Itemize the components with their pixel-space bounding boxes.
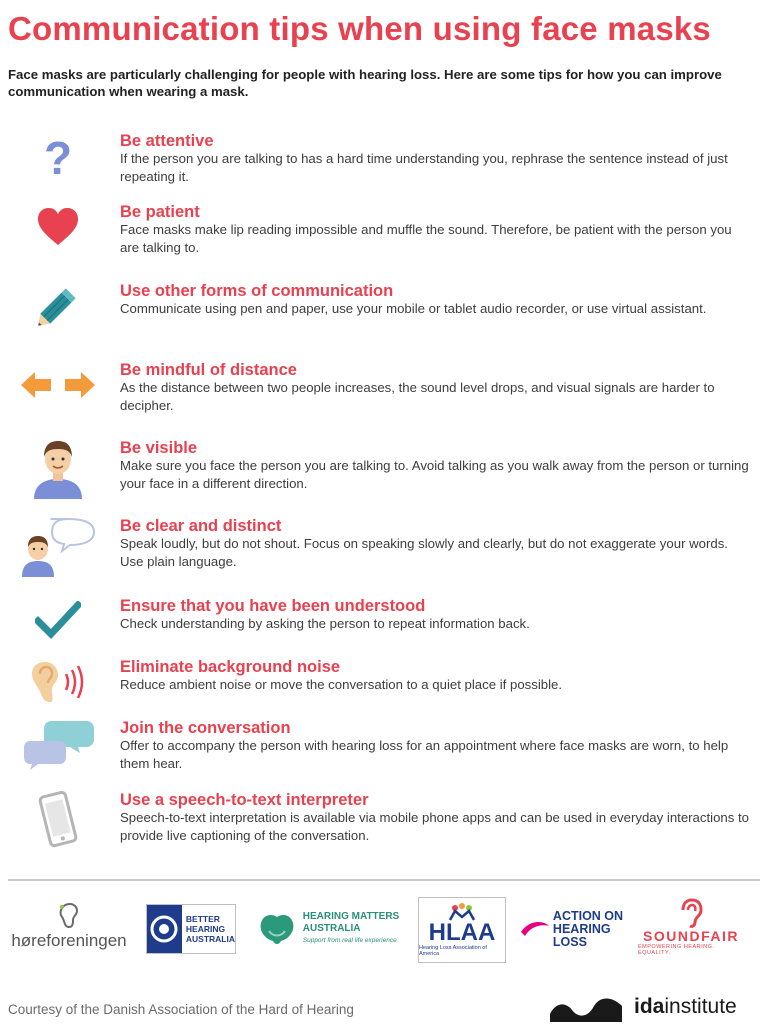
speech-bubbles-icon xyxy=(18,719,98,771)
hearing-matters-tagline: Support from real life experience xyxy=(302,937,397,944)
horeforeningen-name: høreforeningen xyxy=(11,931,127,950)
soundfair-name: SOUNDFAIR xyxy=(643,928,739,944)
better-hearing-emblem-icon xyxy=(147,905,182,953)
ida-bold-text: ida xyxy=(634,995,665,1018)
person-icon xyxy=(18,439,98,499)
tip-heading: Be attentive xyxy=(120,132,214,150)
action-line1: ACTION ON xyxy=(552,908,624,923)
tip-description: If the person you are talking to has a hard time understanding you, rephrase the sentence instead of just repeating it. xyxy=(120,151,728,184)
footer-credit: Courtesy of the Danish Association of the Hard of Hearing xyxy=(8,1002,354,1017)
distance-arrows-icon xyxy=(18,361,98,409)
tip-heading: Use a speech-to-text interpreter xyxy=(120,791,369,809)
tip-description: Speak loudly, but do not shout. Focus on speaking slowly and clearly, but do not exaggerate your words. Use plain language. xyxy=(120,536,728,569)
svg-text:?: ? xyxy=(43,132,73,180)
tip-heading: Be mindful of distance xyxy=(120,361,297,379)
horeforeningen-logo xyxy=(6,895,132,959)
tip-description: Speech-to-text interpretation is available via mobile phone apps and can be used in everyday interactions to provide live captioning of the conversation. xyxy=(120,810,749,843)
better-hearing-line3: AUSTRALIA xyxy=(185,934,235,944)
action-on-hearing-loss-swoosh-icon xyxy=(519,918,551,940)
hlaa-fullname: Hearing Loss Association of America xyxy=(419,945,487,957)
tip-heading: Use other forms of communication xyxy=(120,282,394,300)
tip-description: Face masks make lip reading impossible and muffle the sound. Therefore, be patient with the person you are talking to. xyxy=(120,222,732,255)
hlaa-acronym: HLAA xyxy=(428,919,496,946)
tip-heading: Join the conversation xyxy=(120,719,291,737)
tip-heading: Be patient xyxy=(120,203,200,221)
footer-divider xyxy=(8,879,760,881)
heart-icon xyxy=(18,203,98,251)
better-hearing-australia-logo xyxy=(146,900,236,958)
tip-description: As the distance between two people increases, the sound level drops, and visual signals are harder to decipher. xyxy=(120,380,715,413)
page-title: Communication tips when using face masks xyxy=(8,10,711,47)
tip-description: Reduce ambient noise or move the conversation to a quiet place if possible. xyxy=(120,677,563,692)
mobile-phone-icon xyxy=(18,791,98,847)
checkmark-icon xyxy=(18,597,98,645)
hearing-matters-line1: HEARING MATTERS xyxy=(302,911,400,922)
action-on-hearing-loss-logo xyxy=(514,900,628,958)
tip-description: Make sure you face the person you are talking to. Avoid talking as you walk away from the person or turning your face in a different direction. xyxy=(120,458,749,491)
tip-description: Check understanding by asking the person to repeat information back. xyxy=(120,616,530,631)
pencil-icon xyxy=(18,282,98,330)
tip-heading: Be visible xyxy=(120,439,198,457)
tip-heading: Eliminate background noise xyxy=(120,658,341,676)
question-mark-icon xyxy=(18,132,98,180)
tip-heading: Be clear and distinct xyxy=(120,517,282,535)
intro-text: Face masks are particularly challenging for people with hearing loss. Here are some tips for how you can improve communication when wearing a mask. xyxy=(8,67,722,99)
hearing-matters-line2: AUSTRALIA xyxy=(302,923,361,934)
tip-heading: Ensure that you have been understood xyxy=(120,597,426,615)
better-hearing-line2: HEARING xyxy=(185,924,226,934)
hearing-matters-australia-logo xyxy=(248,900,408,958)
soundfair-tagline: EMPOWERING HEARING. EQUALITY. xyxy=(638,944,715,956)
better-hearing-line1: BETTER xyxy=(185,914,220,924)
ida-light-text: institute xyxy=(664,995,737,1018)
ida-institute-logo xyxy=(548,994,752,1022)
soundfair-logo xyxy=(638,895,744,959)
soundfair-ear-icon xyxy=(678,898,704,928)
hearing-matters-map-icon xyxy=(257,909,297,949)
action-line2: HEARING xyxy=(552,921,611,936)
ida-institute-wave-icon xyxy=(548,994,626,1022)
hlaa-logo xyxy=(418,897,506,963)
tip-description: Offer to accompany the person with hearing loss for an appointment where face masks are worn, to help them hear. xyxy=(120,738,729,771)
ear-sound-icon xyxy=(18,658,98,706)
horeforeningen-ear-icon xyxy=(58,903,80,929)
tip-description: Communicate using pen and paper, use your mobile or tablet audio recorder, or use virtual assistant. xyxy=(120,301,707,316)
person-speech-bubble-icon xyxy=(18,517,98,577)
action-line3: LOSS xyxy=(552,934,587,949)
